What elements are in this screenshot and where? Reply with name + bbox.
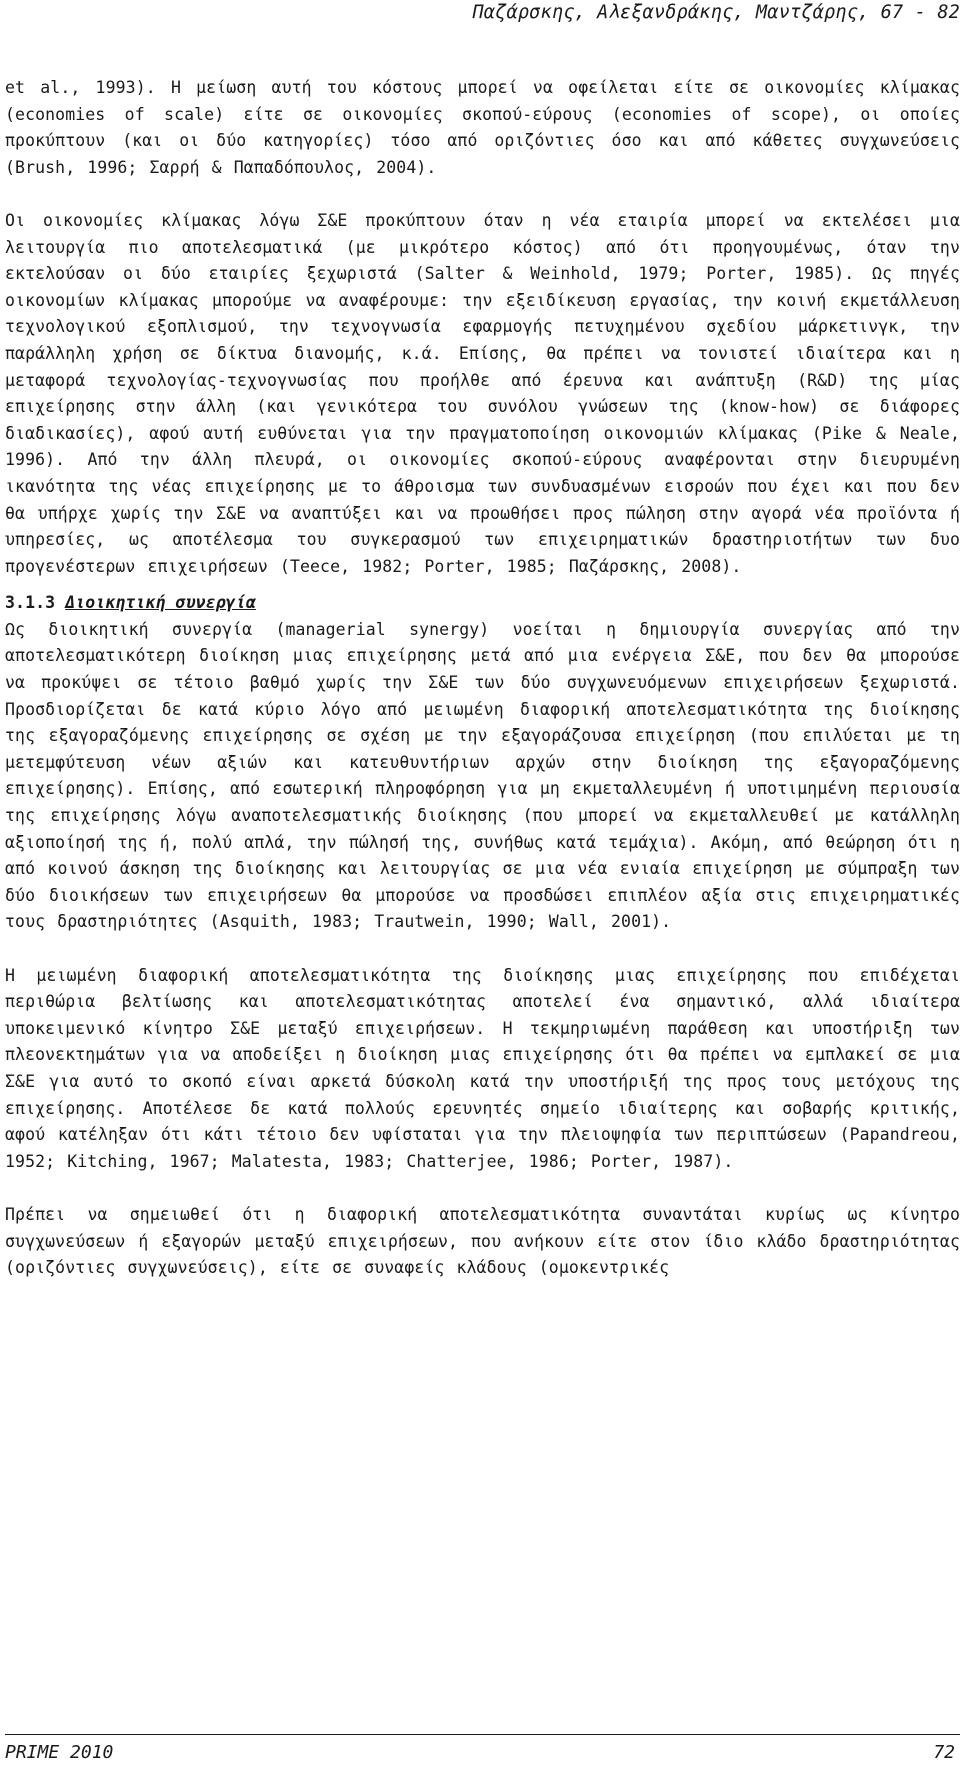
body-text bbox=[5, 75, 960, 1308]
paragraph-4: Η μειωμένη διαφορική αποτελεσματικότητα της διοίκησης μιας επιχείρησης που επιδέχεται περιθώρια βελτίωσης και αποτελεσματικότητας αποτελεί ένα σημαντικό, αλλά ιδιαίτερα υποκειμενικό κίνητρο Σ&Ε μεταξύ επιχειρήσεων. Η τεκμηριωμένη παράθεση και υποστήριξη των πλεονεκτημάτων για να αποδείξει η διοίκηση μιας επιχείρησης ότι θα πρέπει να εμπλακεί σε μια Σ&Ε για αυτό το σκοπό είναι αρκετά δύσκολη κατά την υποστήριξή της προς τους μετόχους της επιχείρησης. Αποτέλεσε δε κατά πολλούς ερευνητές σημείο ιδιαίτερης και σοβαρής κριτικής, αφού κατέληξαν ότι κάτι τέτοιο δεν υφίσταται για την πλειοψηφία των περιπτώσεων (Papandreou, 1952; Kitching, 1967; Malatesta, 1983; Chatterjee, 1986; Porter, 1987). bbox=[5, 965, 960, 1171]
paragraph-5: Πρέπει να σημειωθεί ότι η διαφορική αποτελεσματικότητα συναντάται κυρίως ως κίνητρο συγχωνεύσεων ή εξαγορών μεταξύ επιχειρήσεων, που ανήκουν είτε στον ίδιο κλάδο δραστηριότητας (οριζόντιες συγχωνεύσεις), είτε σε συναφείς κλάδους (ομοκεντρικές bbox=[5, 1204, 960, 1278]
footer-journal: PRIME 2010 bbox=[5, 1742, 114, 1763]
paragraph-1: et al., 1993). Η μείωση αυτή του κόστους μπορεί να οφείλεται είτε σε οικονομίες κλίμακας (economies of scale) είτε σε οικονομίες σκοπού-εύρους (economies of scope), οι οποίες προκύπτουν (και οι δύο κατηγορίες) τόσο από οριζόντιες όσο και από κάθετες συγχωνεύσεις (Brush, 1996; Σαρρή & Παπαδόπουλος, 2004). bbox=[5, 78, 960, 177]
section-title: Διοικητική συνεργία bbox=[65, 593, 256, 613]
footer-page-number: 72 bbox=[933, 1742, 955, 1763]
section-number: 3.1.3 bbox=[5, 593, 56, 613]
running-header: Παζάρσκης, Αλεξανδράκης, Μαντζάρης, 67 - 82 bbox=[472, 2, 960, 23]
paragraph-3: Ως διοικητική συνεργία (managerial synergy) νοείται η δημιουργία συνεργίας από την αποτελεσματικότερη διοίκηση μιας επιχείρησης μετά από μια ενέργεια Σ&Ε, που δεν θα μπορούσε να προκύψει σε τέτοιο βαθμό χωρίς την Σ&Ε των δύο συγχωνευόμενων επιχειρήσεων ξεχωριστά. Προσδιορίζεται δε κατά κύριο λόγο από μειωμένη διαφορική αποτελεσματικότητα της διοίκησης της εξαγοραζόμενης επιχείρησης σε σχέση με την εξαγοράζουσα επιχείρηση (που επιλύεται με τη μετεμφύτευση νέων αξιών και κατευθυντήριων αρχών στην διοίκηση της εξαγοραζόμενης επιχείρησης). Επίσης, από εσωτερική πληροφόρηση για μη εκμεταλλευμένη ή υποτιμημένη περιουσία της επιχείρησης λόγω αναποτελεσματικής διοίκησης (που μπορεί να εκμεταλλευθεί με κατάλληλη αξιοποίησή της ή, πολύ απλά, την πώλησή της, συνήθως κατά τεμάχια). Ακόμη, από θεώρηση ότι η από κοινού άσκηση της διοίκησης και λειτουργίας σε μια νέα ενιαία επιχείρηση με σύμπραξη των δύο διοικήσεων των επιχειρήσεων θα μπορούσε να προσδώσει επιπλέον αξία στις επιχειρηματικές τους δραστηριότητες (Asquith, 1983; Trautwein, 1990; Wall, 2001). bbox=[5, 619, 960, 932]
footer-divider bbox=[5, 1734, 960, 1735]
paragraph-2: Οι οικονομίες κλίμακας λόγω Σ&Ε προκύπτουν όταν η νέα εταιρία μπορεί να εκτελέσει μια λειτουργία πιο αποτελεσματικά (με μικρότερο κόστος) από ότι προηγουμένως, όταν την εκτελούσαν οι δύο εταιρίες ξεχωριστά (Salter & Weinhold, 1979; Porter, 1985). Ως πηγές οικονομίων κλίμακας μπορούμε να αναφέρουμε: την εξειδίκευση εργασίας, την κοινή εκμετάλλευση τεχνολογικού εξοπλισμού, την τεχνογνωσία εφαρμογής πετυχημένου σχεδίου μάρκετινγκ, την παράλληλη χρήση σε δίκτυα διανομής, κ.ά. Επίσης, θα πρέπει να τονιστεί ιδιαίτερα και η μεταφορά τεχνολογίας-τεχνογνωσίας που προήλθε από έρευνα και ανάπτυξη (R&D) της μίας επιχείρησης στην άλλη (και γενικότερα του συνόλου γνώσεων της (know-how) σε διάφορες διαδικασίες), αφού αυτή ευθύνεται για την πραγματοποίηση οικονομιών κλίμακας (Pike & Neale, 1996). Από την άλλη πλευρά, οι οικονομίες σκοπού-εύρους αναφέρονται στην διευρυμένη ικανότητα της νέας επιχείρησης με το άθροισμα των συνδυασμένων εισροών που έχει και που δεν θα υπήρχε χωρίς την Σ&Ε να αναπτύξει και να προωθήσει προς πώληση στην αγορά νέα προϊόντα ή υπηρεσίες, ως αποτέλεσμα του συγκερασμού των επιχειρηματικών δραστηριοτήτων των δυο προγενέστερων επιχειρήσεων (Teece, 1982; Porter, 1985; Παζάρσκης, 2008). bbox=[5, 210, 960, 576]
section-heading bbox=[5, 590, 960, 617]
